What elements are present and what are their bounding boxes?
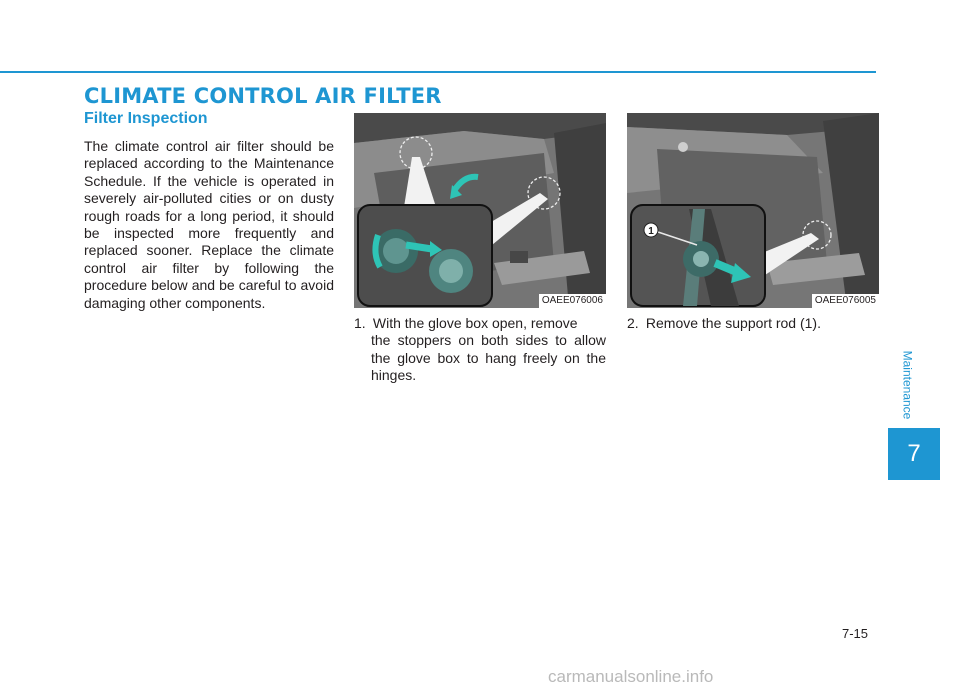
callout-number: 1	[648, 226, 654, 237]
watermark: carmanualsonline.info	[548, 667, 714, 686]
section-title: CLIMATE CONTROL AIR FILTER	[84, 84, 442, 108]
glove-box-stoppers-illustration	[354, 113, 606, 308]
chapter-name: Maintenance	[900, 350, 914, 420]
step-number: 1.	[354, 315, 366, 331]
figure-glove-box-stoppers	[354, 113, 606, 308]
figure-code: OAEE076005	[812, 294, 879, 308]
figure-support-rod	[627, 113, 879, 308]
step-text-first: With the glove box open, remove	[372, 315, 578, 331]
chapter-tab: 7	[888, 428, 940, 480]
step-number: 2.	[627, 315, 639, 331]
step-text-rest: the stoppers on both sides to allow the glove box to hang freely on the hinges.	[371, 332, 606, 384]
figure-code: OAEE076006	[539, 294, 606, 308]
page-number: 7-15	[842, 626, 869, 641]
intro-paragraph: The climate control air filter should be replaced according to the Maintenance Schedule. If the vehicle is operated in severely air-polluted cities or on dusty rough roads for a long period, it should be inspected more frequently and replaced sooner. Replace the climate control air filter by following the procedure below and be careful to avoid damaging other components.	[84, 138, 334, 311]
header-rule	[0, 71, 876, 73]
subsection-title: Filter Inspection	[84, 110, 208, 127]
step-1	[354, 315, 606, 385]
chapter-side-label	[896, 340, 918, 430]
step-2	[627, 315, 879, 332]
step-text-first: Remove the support rod (1).	[645, 315, 821, 331]
support-rod-illustration	[627, 113, 879, 308]
